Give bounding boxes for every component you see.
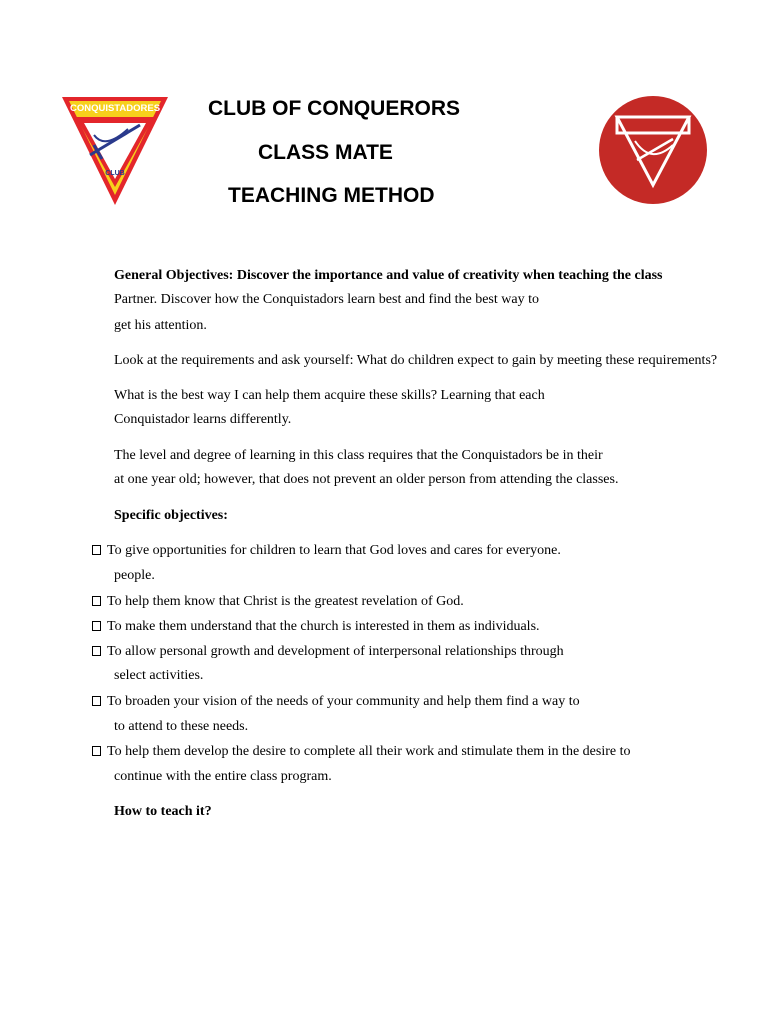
paragraph-line: Look at the requirements and ask yourself: What do children expect to gain by meeting these requirements? — [114, 353, 718, 368]
conquistadores-logo — [60, 95, 170, 207]
title-class: CLASS MATE — [258, 141, 393, 164]
paragraph-line: Conquistador learns differently. — [114, 412, 292, 427]
list-item-continuation: people. — [114, 568, 155, 583]
list-item-continuation: continue with the entire class program. — [114, 769, 332, 784]
title-method: TEACHING METHOD — [228, 184, 435, 207]
list-item: To help them know that Christ is the greatest revelation of God. — [92, 594, 464, 610]
bullet-box-icon — [92, 646, 101, 656]
paragraph-line: What is the best way I can help them acquire these skills? Learning that each — [114, 388, 545, 403]
bullet-box-icon — [92, 746, 101, 756]
bullet-box-icon — [92, 696, 101, 706]
bullet-box-icon — [92, 621, 101, 631]
paragraph-line: The level and degree of learning in this class requires that the Conquistadors be in their — [114, 448, 603, 463]
list-item: To make them understand that the church is interested in them as individuals. — [92, 619, 540, 635]
bullet-box-icon — [92, 545, 101, 555]
list-item: To allow personal growth and development of interpersonal relationships through — [92, 644, 564, 660]
list-item: To help them develop the desire to complete all their work and stimulate them in the desire to — [92, 744, 630, 760]
paragraph-line: at one year old; however, that does not prevent an older person from attending the classes. — [114, 472, 619, 487]
bullet-box-icon — [92, 596, 101, 606]
pathfinder-badge-logo — [597, 95, 709, 205]
paragraph-line: Partner. Discover how the Conquistadors learn best and find the best way to — [114, 292, 539, 307]
svg-text:CONQUISTADORES: CONQUISTADORES — [69, 103, 161, 114]
general-objectives: General Objectives: Discover the importance and value of creativity when teaching the class — [114, 268, 663, 283]
title-club: CLUB OF CONQUERORS — [208, 97, 460, 120]
list-item: To broaden your vision of the needs of your community and help them find a way to — [92, 694, 580, 710]
specific-objectives-heading: Specific objectives: — [114, 508, 228, 523]
how-to-teach-heading: How to teach it? — [114, 804, 212, 819]
paragraph-line: get his attention. — [114, 318, 207, 333]
svg-text:CLUB: CLUB — [105, 170, 125, 177]
list-item-continuation: to attend to these needs. — [114, 719, 249, 734]
list-item-continuation: select activities. — [114, 668, 204, 683]
list-item: To give opportunities for children to learn that God loves and cares for everyone. — [92, 543, 561, 559]
